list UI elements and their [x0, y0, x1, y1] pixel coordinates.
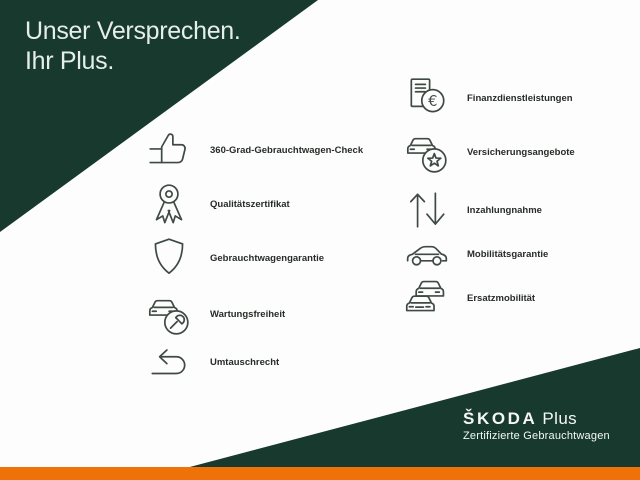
- benefit-row-replacement-mobility: [404, 275, 535, 321]
- benefit-label: Inzahlungnahme: [467, 204, 542, 216]
- benefit-row-maintenance-free: [146, 291, 285, 337]
- car-wrench-icon: [146, 291, 192, 337]
- euro-symbol: €: [428, 92, 438, 110]
- up-down-arrows-icon: [404, 187, 450, 233]
- benefit-label: Gebrauchtwagengarantie: [210, 252, 325, 264]
- brand-tagline: Zertifizierte Gebrauchtwagen: [463, 430, 610, 442]
- benefit-label: Mobilitätsgarantie: [467, 248, 549, 260]
- two-cars-icon: [404, 275, 450, 321]
- benefit-row-trade-in: [404, 187, 542, 233]
- car-star-icon: [404, 129, 450, 175]
- page-title-line2: Ihr Plus.: [25, 47, 114, 75]
- brand-suffix: Plus: [542, 409, 578, 428]
- page-title-line1: Unser Versprechen.: [25, 17, 241, 45]
- benefit-label: Wartungsfreiheit: [210, 308, 286, 320]
- page-title: [25, 16, 241, 76]
- benefit-row-used-car-warranty: [146, 235, 324, 281]
- brand-wordmark: ŠKODA: [463, 409, 538, 428]
- document-euro-icon: [404, 75, 450, 121]
- benefit-row-360-check: [146, 127, 363, 173]
- benefit-label: Ersatzmobilität: [467, 292, 536, 304]
- benefit-label: Versicherungsangebote: [467, 146, 575, 158]
- benefit-row-financial-services: [404, 75, 573, 121]
- benefit-row-mobility-guarantee: [404, 231, 548, 277]
- benefit-label: Umtauschrecht: [210, 356, 280, 368]
- benefit-row-quality-certificate: [146, 181, 290, 227]
- rosette-award-icon: [146, 181, 192, 227]
- benefit-label: Qualitätszertifikat: [210, 198, 290, 210]
- benefit-label: Finanzdienstleistungen: [467, 92, 573, 104]
- return-arrow-icon: [146, 339, 192, 385]
- benefit-row-insurance-offers: [404, 129, 575, 175]
- shield-icon: [146, 235, 192, 281]
- thumbs-up-icon: [146, 127, 192, 173]
- skoda-plus-logo: [463, 409, 610, 442]
- benefit-label: 360-Grad-Gebrauchtwagen-Check: [210, 144, 364, 156]
- benefit-row-exchange-right: [146, 339, 279, 385]
- accent-bar: [0, 467, 640, 480]
- car-side-icon: [404, 231, 450, 277]
